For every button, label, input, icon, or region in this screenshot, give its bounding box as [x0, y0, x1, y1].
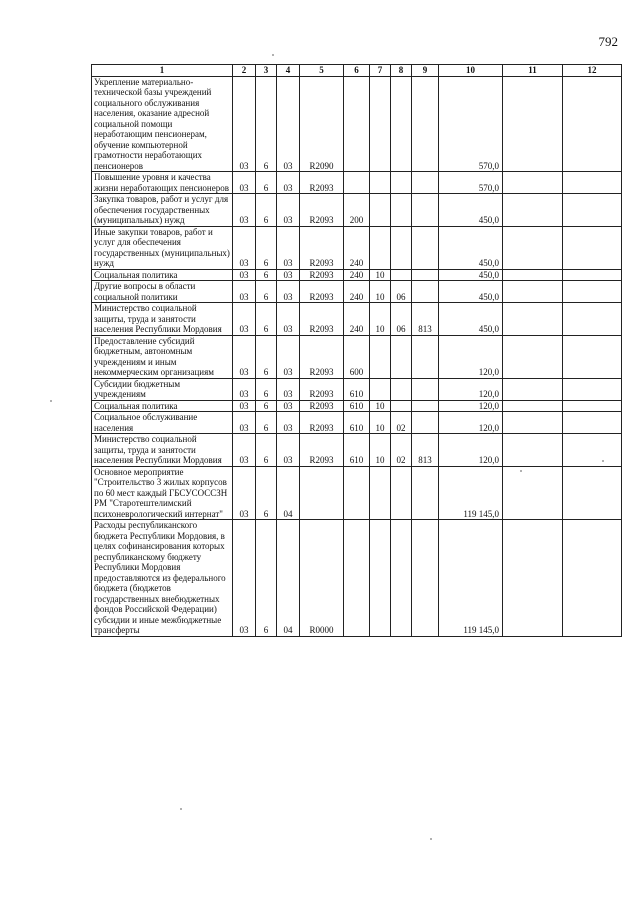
- page-number: 792: [598, 34, 618, 49]
- cell-col-4: 03: [277, 335, 300, 378]
- column-header: 3: [256, 65, 277, 77]
- cell-amount: 450,0: [439, 269, 503, 281]
- column-header: 11: [503, 65, 563, 77]
- cell-col-9: [412, 281, 439, 303]
- cell-col-6: 610: [344, 378, 370, 400]
- cell-amount: 450,0: [439, 226, 503, 269]
- cell-col-8: [391, 172, 412, 194]
- cell-amount: 570,0: [439, 172, 503, 194]
- cell-col-2: 03: [233, 520, 256, 637]
- cell-col-8: [391, 76, 412, 172]
- cell-col-6: 610: [344, 412, 370, 434]
- cell-col-2: 03: [233, 194, 256, 227]
- cell-col-11: [503, 281, 563, 303]
- cell-col-7: [370, 466, 391, 520]
- cell-col-12: [563, 281, 622, 303]
- column-header: 9: [412, 65, 439, 77]
- cell-amount: 450,0: [439, 194, 503, 227]
- cell-col-11: [503, 76, 563, 172]
- cell-col-7: [370, 76, 391, 172]
- cell-name: Предоставление субсидий бюджетным, автономным учреждениям и иным некоммерческим организациям: [92, 335, 233, 378]
- cell-col-5: R2093: [300, 378, 344, 400]
- cell-col-2: 03: [233, 466, 256, 520]
- cell-col-9: [412, 520, 439, 637]
- cell-col-12: [563, 269, 622, 281]
- cell-col-12: [563, 76, 622, 172]
- cell-name: Закупка товаров, работ и услуг для обеспечения государственных (муниципальных) нужд: [92, 194, 233, 227]
- cell-col-5: R2093: [300, 335, 344, 378]
- cell-col-2: 03: [233, 335, 256, 378]
- cell-col-12: [563, 378, 622, 400]
- scan-speck: [520, 470, 522, 472]
- cell-col-8: [391, 466, 412, 520]
- cell-col-8: [391, 269, 412, 281]
- cell-col-12: [563, 194, 622, 227]
- cell-col-6: [344, 172, 370, 194]
- scan-speck: [272, 54, 274, 56]
- cell-name: Иные закупки товаров, работ и услуг для обеспечения государственных (муниципальных) нужд: [92, 226, 233, 269]
- table-row: [92, 226, 622, 269]
- cell-col-11: [503, 303, 563, 336]
- cell-name: Другие вопросы в области социальной политики: [92, 281, 233, 303]
- cell-col-9: [412, 466, 439, 520]
- cell-col-7: [370, 172, 391, 194]
- cell-col-9: 813: [412, 434, 439, 467]
- cell-col-6: 200: [344, 194, 370, 227]
- cell-col-6: [344, 520, 370, 637]
- cell-col-12: [563, 400, 622, 412]
- cell-col-3: 6: [256, 76, 277, 172]
- cell-col-2: 03: [233, 281, 256, 303]
- cell-col-11: [503, 335, 563, 378]
- cell-col-11: [503, 194, 563, 227]
- cell-col-2: 03: [233, 303, 256, 336]
- cell-amount: 120,0: [439, 412, 503, 434]
- cell-col-9: [412, 76, 439, 172]
- table-row: [92, 269, 622, 281]
- cell-name: Социальная политика: [92, 400, 233, 412]
- table-row: [92, 303, 622, 336]
- cell-col-6: 240: [344, 269, 370, 281]
- table-row: [92, 335, 622, 378]
- cell-col-7: [370, 226, 391, 269]
- cell-amount: 570,0: [439, 76, 503, 172]
- cell-col-7: [370, 194, 391, 227]
- cell-amount: 119 145,0: [439, 466, 503, 520]
- cell-col-3: 6: [256, 172, 277, 194]
- cell-col-7: 10: [370, 269, 391, 281]
- cell-col-8: 06: [391, 281, 412, 303]
- cell-col-3: 6: [256, 434, 277, 467]
- cell-col-8: 06: [391, 303, 412, 336]
- cell-col-7: [370, 378, 391, 400]
- table-row: [92, 520, 622, 637]
- column-header: 4: [277, 65, 300, 77]
- cell-col-9: [412, 335, 439, 378]
- cell-col-5: R2093: [300, 434, 344, 467]
- cell-col-12: [563, 303, 622, 336]
- scan-speck: [430, 838, 432, 840]
- cell-col-8: [391, 226, 412, 269]
- cell-col-2: 03: [233, 269, 256, 281]
- cell-col-6: 240: [344, 226, 370, 269]
- cell-col-4: 03: [277, 400, 300, 412]
- cell-amount: 120,0: [439, 378, 503, 400]
- cell-col-4: 03: [277, 281, 300, 303]
- cell-name: Расходы республиканского бюджета Республики Мордовия, в целях софинансирования которых республиканскому бюджету Республики Мордовия предоставляются из федерального бюджета (бюджетов государственных внебюджетных фондов Российской Федерации) субсидии и иные межбюджетные трансферты: [92, 520, 233, 637]
- cell-col-11: [503, 172, 563, 194]
- column-header: 8: [391, 65, 412, 77]
- cell-col-5: R2090: [300, 76, 344, 172]
- cell-col-4: 03: [277, 194, 300, 227]
- cell-col-4: 03: [277, 172, 300, 194]
- cell-col-3: 6: [256, 520, 277, 637]
- cell-col-6: 240: [344, 303, 370, 336]
- cell-col-7: 10: [370, 400, 391, 412]
- cell-col-3: 6: [256, 400, 277, 412]
- cell-col-12: [563, 172, 622, 194]
- table-row: [92, 412, 622, 434]
- cell-col-12: [563, 335, 622, 378]
- cell-name: Министерство социальной защиты, труда и занятости населения Республики Мордовия: [92, 434, 233, 467]
- cell-col-12: [563, 412, 622, 434]
- scan-speck: [602, 460, 604, 462]
- cell-col-9: [412, 400, 439, 412]
- cell-name: Социальная политика: [92, 269, 233, 281]
- cell-name: Повышение уровня и качества жизни неработающих пенсионеров: [92, 172, 233, 194]
- cell-col-4: 04: [277, 520, 300, 637]
- cell-col-8: [391, 400, 412, 412]
- cell-col-4: 03: [277, 226, 300, 269]
- cell-col-3: 6: [256, 466, 277, 520]
- cell-col-5: R2093: [300, 269, 344, 281]
- cell-col-4: 03: [277, 76, 300, 172]
- cell-col-2: 03: [233, 172, 256, 194]
- cell-col-6: 240: [344, 281, 370, 303]
- header-row: [92, 65, 622, 77]
- scan-speck: [50, 400, 52, 402]
- table-row: [92, 172, 622, 194]
- cell-col-5: R2093: [300, 400, 344, 412]
- cell-amount: 119 145,0: [439, 520, 503, 637]
- cell-col-6: 600: [344, 335, 370, 378]
- cell-amount: 450,0: [439, 281, 503, 303]
- cell-col-12: [563, 434, 622, 467]
- cell-col-7: [370, 335, 391, 378]
- table-row: [92, 281, 622, 303]
- table-body: [92, 76, 622, 636]
- table-row: [92, 434, 622, 467]
- table-row: [92, 76, 622, 172]
- cell-amount: 120,0: [439, 434, 503, 467]
- cell-col-6: [344, 466, 370, 520]
- cell-col-8: [391, 335, 412, 378]
- cell-amount: 450,0: [439, 303, 503, 336]
- cell-col-3: 6: [256, 194, 277, 227]
- cell-col-11: [503, 412, 563, 434]
- cell-col-11: [503, 378, 563, 400]
- column-header: 2: [233, 65, 256, 77]
- column-header: 6: [344, 65, 370, 77]
- cell-col-5: R2093: [300, 226, 344, 269]
- cell-col-3: 6: [256, 412, 277, 434]
- cell-col-3: 6: [256, 226, 277, 269]
- cell-col-4: 04: [277, 466, 300, 520]
- cell-amount: 120,0: [439, 335, 503, 378]
- cell-col-2: 03: [233, 400, 256, 412]
- cell-name: Основное мероприятие "Строительство 3 жилых корпусов по 60 мест каждый ГБСУСОССЗН РМ "Старотештелимский психоневрологический интернат": [92, 466, 233, 520]
- cell-col-5: [300, 466, 344, 520]
- cell-col-7: 10: [370, 303, 391, 336]
- cell-col-4: 03: [277, 303, 300, 336]
- cell-name: Субсидии бюджетным учреждениям: [92, 378, 233, 400]
- cell-col-8: 02: [391, 412, 412, 434]
- cell-col-8: [391, 520, 412, 637]
- cell-col-12: [563, 226, 622, 269]
- column-header: 7: [370, 65, 391, 77]
- cell-col-3: 6: [256, 335, 277, 378]
- cell-col-7: 10: [370, 434, 391, 467]
- cell-col-9: [412, 269, 439, 281]
- cell-col-5: R2093: [300, 172, 344, 194]
- cell-col-3: 6: [256, 269, 277, 281]
- cell-col-11: [503, 434, 563, 467]
- cell-col-2: 03: [233, 76, 256, 172]
- cell-col-8: [391, 378, 412, 400]
- scan-speck: [180, 808, 182, 810]
- cell-col-5: R2093: [300, 412, 344, 434]
- cell-col-12: [563, 466, 622, 520]
- column-header: 1: [92, 65, 233, 77]
- column-header: 12: [563, 65, 622, 77]
- cell-col-9: [412, 194, 439, 227]
- cell-col-11: [503, 269, 563, 281]
- cell-col-3: 6: [256, 281, 277, 303]
- cell-col-2: 03: [233, 378, 256, 400]
- cell-col-5: R0000: [300, 520, 344, 637]
- cell-col-8: [391, 194, 412, 227]
- table-row: [92, 194, 622, 227]
- cell-col-4: 03: [277, 434, 300, 467]
- cell-col-9: [412, 378, 439, 400]
- cell-col-11: [503, 400, 563, 412]
- cell-col-6: 610: [344, 434, 370, 467]
- cell-col-11: [503, 466, 563, 520]
- cell-name: Укрепление материально-технической базы учреждений социального обслуживания населения, оказание адресной социальной помощи неработающим пенсионерам, обучение компьютерной грамотности неработающих пенсионеров: [92, 76, 233, 172]
- cell-col-12: [563, 520, 622, 637]
- cell-col-6: [344, 76, 370, 172]
- cell-col-8: 02: [391, 434, 412, 467]
- column-header: 10: [439, 65, 503, 77]
- cell-col-9: [412, 412, 439, 434]
- table-row: [92, 466, 622, 520]
- cell-col-9: 813: [412, 303, 439, 336]
- cell-col-3: 6: [256, 378, 277, 400]
- table-row: [92, 378, 622, 400]
- cell-col-9: [412, 172, 439, 194]
- cell-name: Социальное обслуживание населения: [92, 412, 233, 434]
- cell-col-5: R2093: [300, 281, 344, 303]
- cell-col-6: 610: [344, 400, 370, 412]
- cell-col-5: R2093: [300, 303, 344, 336]
- cell-col-4: 03: [277, 412, 300, 434]
- column-header: 5: [300, 65, 344, 77]
- cell-col-4: 03: [277, 378, 300, 400]
- cell-col-11: [503, 226, 563, 269]
- cell-col-11: [503, 520, 563, 637]
- cell-amount: 120,0: [439, 400, 503, 412]
- cell-col-9: [412, 226, 439, 269]
- table-row: [92, 400, 622, 412]
- cell-col-2: 03: [233, 226, 256, 269]
- cell-col-7: 10: [370, 281, 391, 303]
- cell-col-5: R2093: [300, 194, 344, 227]
- cell-col-7: [370, 520, 391, 637]
- cell-col-4: 03: [277, 269, 300, 281]
- cell-col-7: 10: [370, 412, 391, 434]
- cell-col-3: 6: [256, 303, 277, 336]
- cell-col-2: 03: [233, 434, 256, 467]
- budget-table: [91, 64, 622, 637]
- cell-name: Министерство социальной защиты, труда и занятости населения Республики Мордовия: [92, 303, 233, 336]
- cell-col-2: 03: [233, 412, 256, 434]
